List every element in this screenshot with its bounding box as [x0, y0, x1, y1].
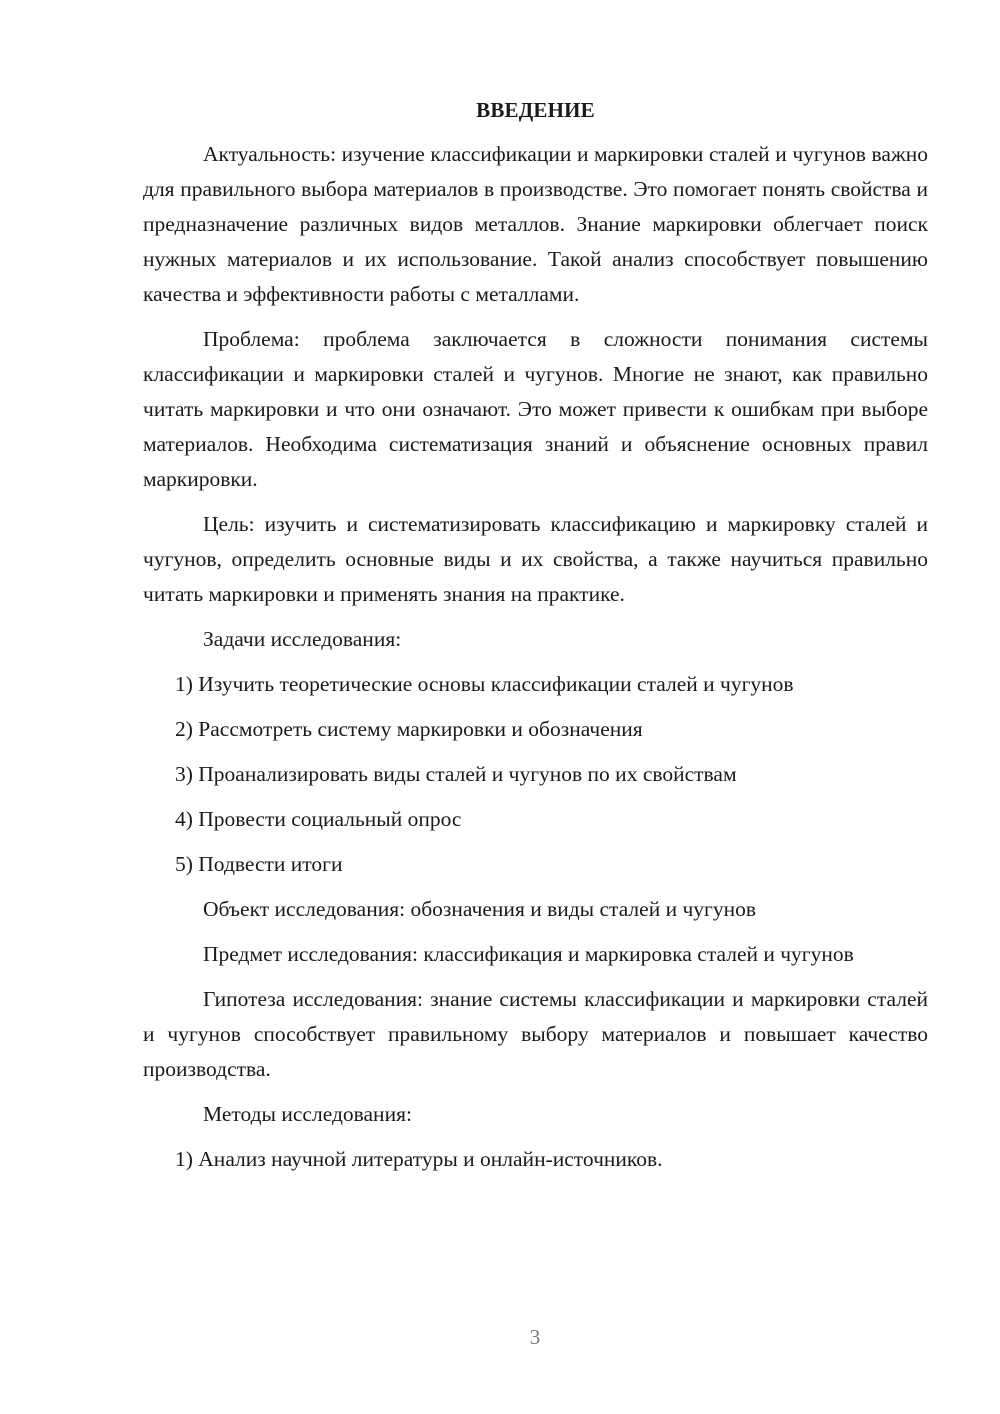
research-object: Объект исследования: обозначения и виды сталей и чугунов	[203, 897, 757, 921]
task-item: 4) Провести социальный опрос	[175, 807, 462, 831]
problem-paragraph: Проблема: проблема заключается в сложности понимания системы классификации и маркировки сталей и чугунов. Многие не знают, как правильно читать маркировки и что они означают. Это может привести к ошибкам при выборе материалов. Необходима систематизация знаний и объяснение основных правил маркировки.	[143, 327, 928, 491]
research-hypothesis: Гипотеза исследования: знание системы классификации и маркировки сталей и чугунов способствует правильному выбору материалов и повышает качество производства.	[143, 987, 928, 1081]
relevance-paragraph: Актуальность: изучение классификации и маркировки сталей и чугунов важно для правильного выбора материалов в производстве. Это помогает понять свойства и предназначение различных видов металлов. Знание маркировки облегчает поиск нужных материалов и их использование. Такой анализ способствует повышению качества и эффективности работы с металлами.	[143, 142, 928, 306]
tasks-heading: Задачи исследования:	[203, 627, 402, 651]
page-number: 3	[529, 1325, 541, 1349]
section-title: ВВЕДЕНИЕ	[476, 98, 595, 122]
tasks-list	[143, 667, 928, 882]
goal-paragraph: Цель: изучить и систематизировать классификацию и маркировку сталей и чугунов, определить основные виды и их свойства, а также научиться правильно читать маркировки и применять знания на практике.	[143, 512, 928, 606]
method-item: 1) Анализ научной литературы и онлайн-источников.	[175, 1147, 663, 1171]
task-item: 2) Рассмотреть систему маркировки и обозначения	[175, 717, 643, 741]
task-item: 5) Подвести итоги	[175, 852, 343, 876]
task-item: 3) Проанализировать виды сталей и чугунов по их свойствам	[175, 762, 737, 786]
methods-heading: Методы исследования:	[203, 1102, 412, 1126]
task-item: 1) Изучить теоретические основы классификации сталей и чугунов	[175, 672, 794, 696]
research-subject: Предмет исследования: классификация и маркировка сталей и чугунов	[203, 942, 854, 966]
methods-list	[143, 1142, 928, 1177]
document-page	[143, 95, 928, 1187]
